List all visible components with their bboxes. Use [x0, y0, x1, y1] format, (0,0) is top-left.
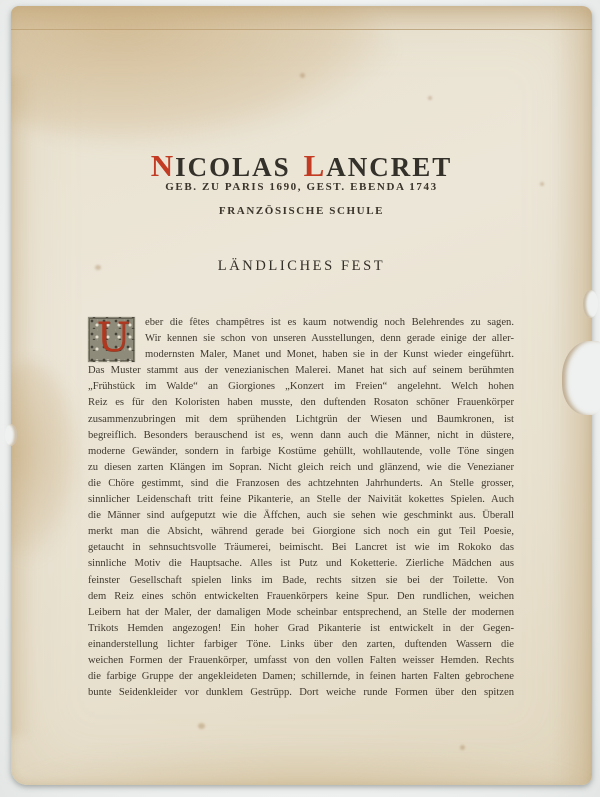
artist-name-segment: ANCRET [326, 152, 453, 183]
artist-name [11, 148, 592, 184]
stain-top-left [11, 6, 391, 146]
body-text-line: Das Muster stammt aus der venezianischen Malerei. Manet hat sich auf seinem berühmten [88, 365, 514, 377]
work-title: LÄNDLICHES FEST [217, 258, 386, 274]
foxing-spot [198, 723, 205, 729]
body-text-line: modernsten Maler, Manet und Monet, haben sie in der Kunst wieder eingeführt. [145, 349, 514, 361]
body-text-line: eber die fêtes champêtres ist es kaum notwendig noch Belehrendes zu sagen. [145, 317, 514, 328]
life-dates: GEB. ZU PARIS 1690, GEST. EBENDA 1743 [165, 181, 438, 193]
stain-bottom-edge [11, 747, 592, 785]
body-text-line: Leibern hat der Maler, der damaligen Mode scheinbar entsprechend, an Stelle der modernen [88, 606, 514, 618]
artist-initial-red: N [150, 148, 176, 184]
body-text-line: Wir kennen sie schon von unseren Ausstellungen, denn gerade einige der aller- [145, 333, 514, 345]
artist-initial-red: L [303, 148, 327, 184]
drop-cap-letter: U [96, 315, 131, 361]
foxing-spot [428, 96, 432, 100]
paper-top-crease [11, 6, 592, 30]
body-text-line: einanderstellung lichter farbiger Töne. Links über den zarten, duftenden Wassern die [88, 638, 514, 650]
body-text-line: zusammenzubringen mit dem sprühenden Lichtgrün der Wiesen und Baumkronen, ist [88, 413, 514, 425]
body-text-line: sinnlicher Leidenschaft tritt feine Pikanterie, an Stelle der Naivität kokettes Spielen. Auch [88, 494, 514, 506]
body-text-line: Trikots Hemden angezogen! Ein hoher Grad Pikanterie ist entwickelt in der Gegen- [88, 622, 514, 634]
foxing-spot [460, 745, 465, 750]
body-text [88, 315, 514, 701]
body-text-line: sinnliche Motiv die Hauptsache. Alles ist Putz und Koketterie. Zierliche Mädchen aus [88, 558, 514, 570]
school-name: FRANZÖSISCHE SCHULE [218, 205, 385, 217]
body-text-line: die Chöre gestimmt, sind die Franzosen des achtzehnten Jahrhunderts. An Stelle grosser, [88, 477, 514, 489]
foxing-spot [300, 73, 305, 78]
drop-cap-ornament [88, 317, 135, 362]
body-text-line: „Frühstück im Walde“ an Giorgiones „Konzert im Freien“ angelehnt. Welch hohen [88, 381, 514, 393]
body-text-line: die farbige Gruppe der angekleideten Damen; schillernde, in feinen harten Falten gebrochene [88, 671, 514, 683]
body-text-line: merkt man die Absicht, während gerade bei Giorgione sich noch ein gut Teil Poesie, [88, 526, 514, 538]
body-text-line: Reiz es für den Koloristen haben musste, den duftenden Rosaton schöner Frauenkörper [88, 397, 514, 409]
body-text-line: feinster Gesellschaft spielen links im Bade, rechts sitzen sie bei der Toilette. Von [88, 574, 514, 586]
body-text-line: moderne Gewänder, sondern in farbige Kostüme gehüllt, wohllautende, volle Töne singen [88, 445, 514, 457]
body-text-line: die Männer sind aufgeputzt wie die Äffchen, auch sie sehen wie geschminkt aus. Überall [88, 510, 514, 522]
stain-left-middle [11, 361, 81, 561]
body-text-line: begreiflich. Besonders berauschend ist es, wenn dann auch die Männer, nicht in düstere, [88, 429, 514, 441]
paper-sheet [11, 6, 592, 785]
body-text-line: zu diesen zarten Klängen im Sopran. Nicht gleich reich und glänzend, wie die Venezianer [88, 461, 514, 473]
artist-name-segment: ICOLAS [175, 152, 291, 183]
body-text-line: weichen Formen der Frauenkörper, umfasst von den vollen Falten weisser Hemden. Rechts [88, 654, 514, 666]
body-text-line: dem Reiz eines schön entwickelten Frauenkörpers keine Spur. Den rundlichen, weichen [88, 590, 514, 602]
torn-edge-nick [583, 290, 598, 318]
torn-edge-nick [5, 424, 17, 446]
body-text-line: bunte Seidenkleider vor dunklem Gestrüpp. Dort weiche runde Formen über den spitzen [88, 687, 514, 699]
body-text-line: getaucht in sehnsuchtsvolle Träumerei, beimischt. Bei Lancret ist wie im Rokoko das [88, 542, 514, 554]
